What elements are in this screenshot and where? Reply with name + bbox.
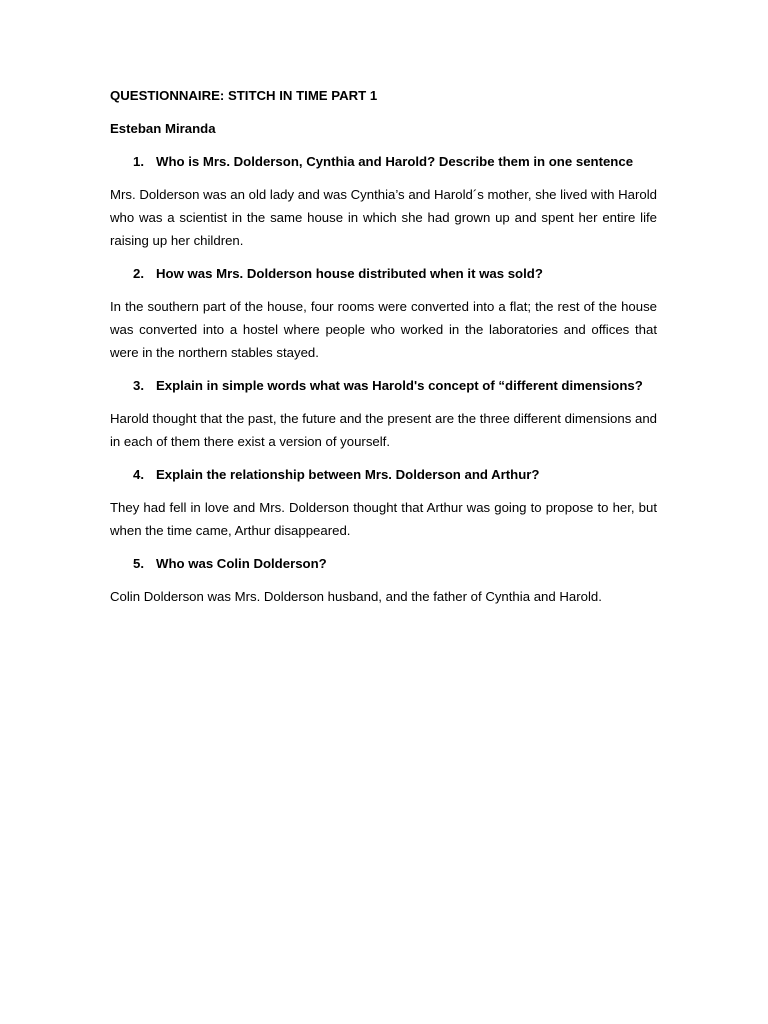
answer-1: Mrs. Dolderson was an old lady and was Cynthia’s and Harold´s mother, she lived with Harold who was a scientist in the same house in which she had grown up and spent her entire life raising up her children. bbox=[110, 187, 657, 248]
question-text: Who is Mrs. Dolderson, Cynthia and Harold? Describe them in one sentence bbox=[156, 154, 634, 169]
question-text: Explain the relationship between Mrs. Dolderson and Arthur? bbox=[156, 467, 540, 482]
question-number: 1. bbox=[133, 154, 144, 169]
document-title: QUESTIONNAIRE: STITCH IN TIME PART 1 bbox=[110, 88, 378, 103]
question-2 bbox=[110, 262, 657, 285]
question-text: Who was Colin Dolderson? bbox=[156, 556, 327, 571]
question-text: How was Mrs. Dolderson house distributed when it was sold? bbox=[156, 266, 543, 281]
question-5 bbox=[110, 552, 657, 575]
answer-2: In the southern part of the house, four rooms were converted into a flat; the rest of the house was converted into a hostel where people who worked in the laboratories and offices that were in the northern stables stayed. bbox=[110, 299, 657, 360]
answer-4: They had fell in love and Mrs. Dolderson thought that Arthur was going to propose to her, but when the time came, Arthur disappeared. bbox=[110, 500, 657, 538]
answer-3: Harold thought that the past, the future and the present are the three different dimensions and in each of them there exist a version of yourself. bbox=[110, 411, 657, 449]
author-name: Esteban Miranda bbox=[110, 121, 216, 136]
question-3 bbox=[110, 374, 657, 397]
document-body bbox=[110, 84, 657, 618]
answer-5: Colin Dolderson was Mrs. Dolderson husband, and the father of Cynthia and Harold. bbox=[110, 589, 602, 604]
question-4 bbox=[110, 463, 657, 486]
question-1 bbox=[110, 150, 657, 173]
question-number: 2. bbox=[133, 266, 144, 281]
question-text: Explain in simple words what was Harold's concept of “different dimensions? bbox=[156, 378, 643, 393]
question-number: 4. bbox=[133, 467, 144, 482]
question-number: 3. bbox=[133, 378, 144, 393]
question-number: 5. bbox=[133, 556, 144, 571]
